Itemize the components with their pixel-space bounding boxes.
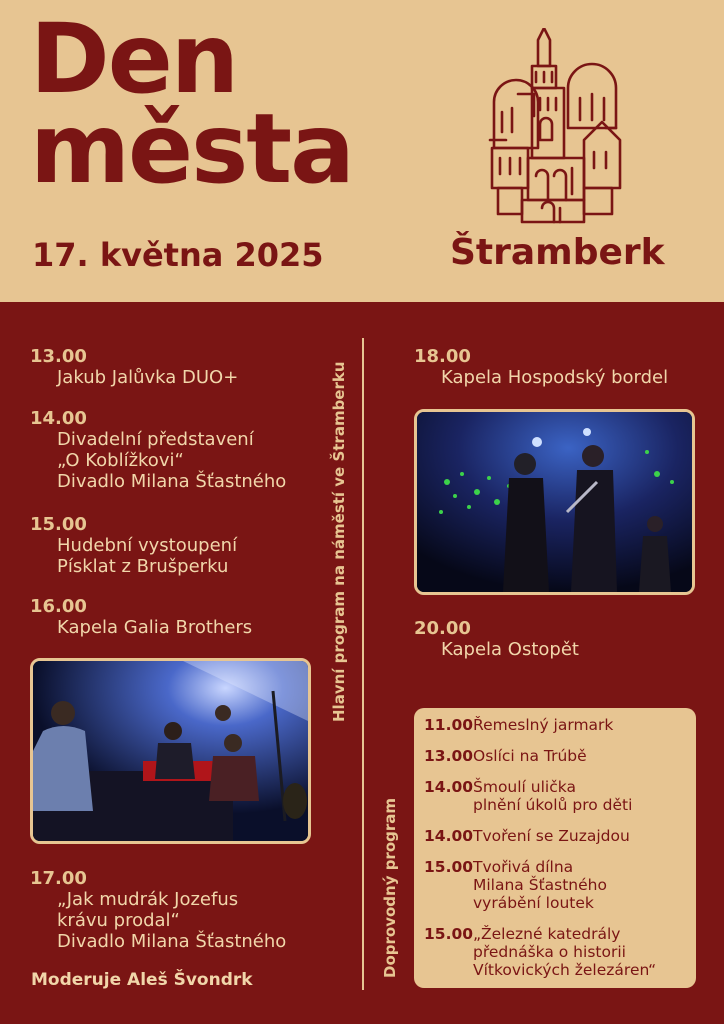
program-time: 15.00 bbox=[30, 514, 87, 535]
program-desc: Kapela Hospodský bordel bbox=[441, 367, 669, 388]
side-desc: vyrábění loutek bbox=[473, 894, 594, 912]
program-desc: Kapela Ostopět bbox=[441, 639, 579, 660]
poster-title bbox=[30, 3, 353, 205]
program-desc: „Jak mudrák Jozefus bbox=[57, 889, 239, 910]
program-desc: krávu prodal“ bbox=[57, 910, 180, 931]
poster-header bbox=[0, 0, 724, 302]
side-time: 11.00 bbox=[424, 716, 474, 734]
side-desc: Milana Šťastného bbox=[473, 876, 607, 894]
program-desc: Divadlo Milana Šťastného bbox=[57, 471, 287, 492]
side-time: 14.00 bbox=[424, 827, 474, 845]
column-divider bbox=[362, 338, 364, 990]
side-program-item bbox=[424, 827, 696, 845]
side-desc: plnění úkolů pro děti bbox=[473, 796, 633, 814]
program-item bbox=[30, 514, 237, 577]
program-time: 16.00 bbox=[30, 596, 87, 617]
program-item bbox=[30, 596, 252, 638]
side-time: 15.00 bbox=[424, 925, 474, 943]
side-desc: „Železné katedrály bbox=[473, 925, 621, 943]
program-desc: Jakub Jalůvka DUO+ bbox=[57, 367, 239, 388]
program-time: 14.00 bbox=[30, 408, 87, 429]
moderator-text: Moderuje Aleš Švondrk bbox=[31, 970, 253, 990]
side-program-box bbox=[414, 708, 696, 988]
band-photo-galia-brothers bbox=[30, 658, 311, 844]
program-desc: Divadelní představení bbox=[57, 429, 254, 450]
stramberk-town-logo-icon bbox=[488, 28, 622, 224]
program-item bbox=[30, 408, 286, 492]
program-item bbox=[30, 868, 286, 952]
program-item bbox=[414, 346, 668, 388]
side-desc: Řemeslný jarmark bbox=[473, 716, 614, 734]
side-desc: přednáška o historii bbox=[473, 943, 626, 961]
concert-photo-image bbox=[417, 412, 692, 592]
program-item bbox=[30, 346, 238, 388]
side-desc: Oslíci na Trúbě bbox=[473, 747, 587, 765]
main-program-label: Hlavní program na náměstí ve Štramberku bbox=[330, 361, 348, 722]
side-program-label: Doprovodný program bbox=[381, 797, 399, 978]
program-section bbox=[0, 302, 724, 1024]
side-desc: Šmoulí ulička bbox=[473, 778, 576, 796]
band-photo-hospodsky-bordel bbox=[414, 409, 695, 595]
side-program-item bbox=[424, 716, 696, 734]
side-time: 13.00 bbox=[424, 747, 474, 765]
concert-photo-image bbox=[33, 661, 308, 841]
program-desc: „O Koblížkovi“ bbox=[57, 450, 184, 471]
side-time: 14.00 bbox=[424, 778, 474, 796]
title-line-2: města bbox=[30, 93, 353, 205]
side-desc: Tvořivá dílna bbox=[473, 858, 574, 876]
side-desc: Vítkovických železáren“ bbox=[473, 961, 657, 979]
town-name: Štramberk bbox=[450, 232, 665, 273]
side-program-item bbox=[424, 858, 696, 912]
side-desc: Tvoření se Zuzajdou bbox=[473, 827, 630, 845]
program-desc: Kapela Galia Brothers bbox=[57, 617, 253, 638]
program-time: 20.00 bbox=[414, 618, 471, 639]
side-program-item bbox=[424, 778, 696, 814]
program-desc: Písklat z Brušperku bbox=[57, 556, 229, 577]
program-desc: Hudební vystoupení bbox=[57, 535, 238, 556]
program-time: 13.00 bbox=[30, 346, 87, 367]
program-item bbox=[414, 618, 579, 660]
program-desc: Divadlo Milana Šťastného bbox=[57, 931, 287, 952]
event-date: 17. května 2025 bbox=[32, 236, 324, 274]
side-program-item bbox=[424, 925, 696, 979]
title-line-1: Den bbox=[30, 3, 238, 115]
side-time: 15.00 bbox=[424, 858, 474, 876]
program-time: 17.00 bbox=[30, 868, 87, 889]
program-time: 18.00 bbox=[414, 346, 471, 367]
side-program-item bbox=[424, 747, 696, 765]
